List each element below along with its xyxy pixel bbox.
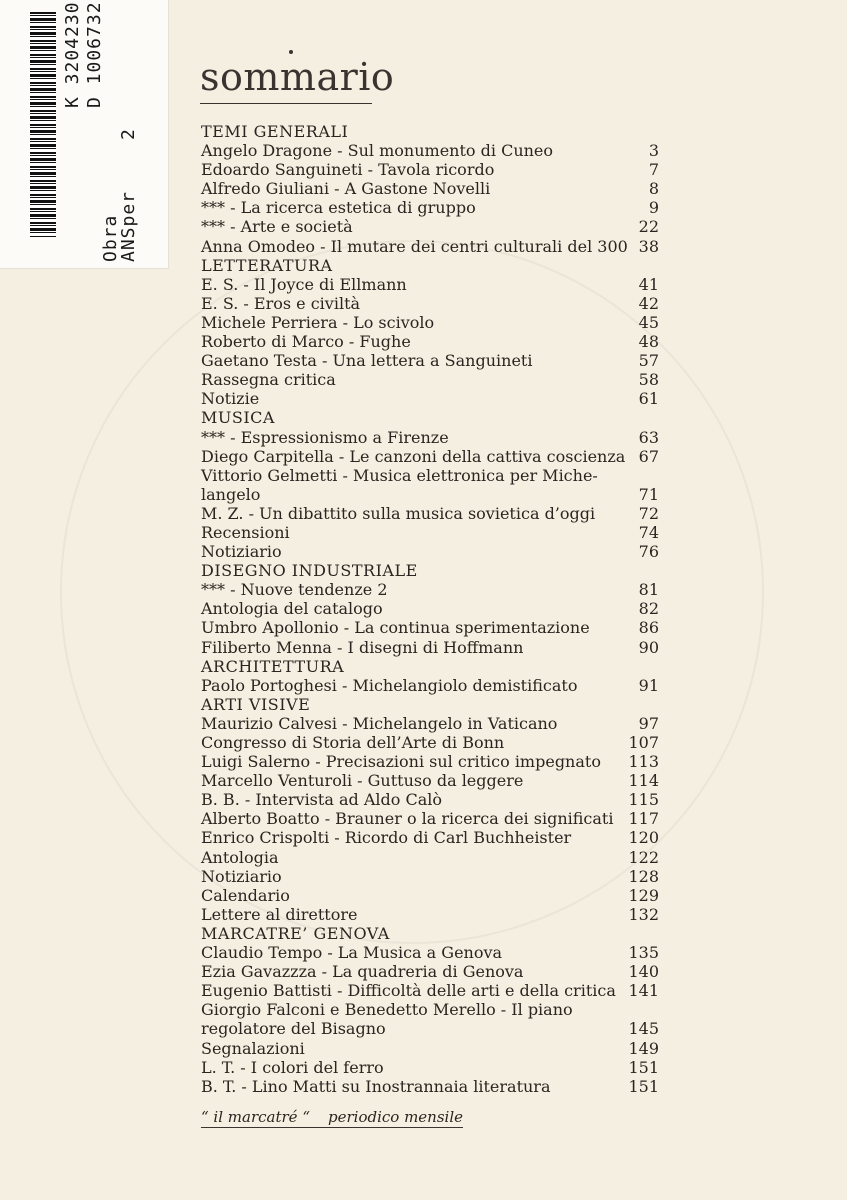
toc-entry-page: 67 [638,446,659,466]
toc-entry-title: Maurizio Calvesi - Michelangelo in Vaticano [201,713,558,733]
toc-entry-page: 72 [638,503,659,523]
toc-entry-title: Edoardo Sanguineti - Tavola ricordo [201,160,495,180]
toc-entry-title: Gaetano Testa - Una lettera a Sanguineti [201,351,533,371]
toc-entry-page: 9 [648,198,659,218]
footer-journal-name: “ il marcatré “ [201,1108,310,1126]
toc-entry-title: Recensioni [201,522,290,542]
toc-entry-title: *** - Espressionismo a Firenze [201,427,449,447]
toc-entry-page: 71 [638,484,659,504]
toc-entry-title: Diego Carpitella - Le canzoni della cattiva coscienza [201,446,626,466]
toc-entry-page: 107 [628,733,659,752]
section-heading-text: ARTI VISIVE [201,694,311,714]
toc-entry-title: Giorgio Falconi e Benedetto Merello - Il piano [201,1000,573,1020]
toc-entry-title: Luigi Salerno - Precisazioni sul critico impegnato [201,752,601,772]
table-of-contents [201,122,659,1096]
library-label [0,0,169,269]
toc-entry [201,599,659,618]
toc-entry-title: M. Z. - Un dibattito sulla musica sovietica d’oggi [201,503,596,523]
toc-entry-page: 114 [628,771,659,791]
toc-entry-page: 82 [638,599,659,619]
toc-entry-page: 3 [648,141,659,161]
toc-entry [201,676,659,695]
toc-entry [201,1000,659,1019]
toc-entry [201,179,659,198]
toc-entry [201,237,659,256]
toc-entry [201,313,659,332]
toc-entry-page: 117 [628,809,659,829]
toc-entry-page: 74 [638,522,659,542]
toc-entry-page: 141 [628,981,659,1001]
toc-entry [201,1039,659,1058]
toc-entry-title: L. T. - I colori del ferro [201,1057,384,1077]
toc-entry-page: 42 [638,293,659,313]
toc-entry-title: Segnalazioni [201,1038,305,1058]
toc-entry [201,275,659,294]
toc-entry-page: 38 [638,236,659,256]
toc-entry [201,867,659,886]
toc-entry-title: E. S. - Il Joyce di Ellmann [201,274,407,294]
label-number: 2 [118,128,139,140]
toc-entry [201,828,659,847]
section-heading [201,561,659,580]
section-heading [201,122,659,141]
toc-entry [201,198,659,217]
toc-entry [201,962,659,981]
toc-entry-title: Paolo Portoghesi - Michelangiolo demistificato [201,675,578,695]
toc-entry [201,351,659,370]
toc-entry [201,1058,659,1077]
toc-entry-title: E. S. - Eros e civiltà [201,293,361,313]
toc-entry-title: regolatore del Bisagno [201,1019,386,1039]
section-heading-text: DISEGNO INDUSTRIALE [201,561,418,581]
toc-entry-title: Ezia Gavazzza - La quadreria di Genova [201,962,524,982]
label-ansper: ANSper [118,190,139,262]
toc-entry [201,943,659,962]
section-heading-text: MUSICA [201,408,275,428]
toc-entry-title: Notiziario [201,542,282,562]
page-title: sommario [200,55,372,104]
toc-entry-title: Angelo Dragone - Sul monumento di Cuneo [201,141,554,161]
toc-entry [201,848,659,867]
toc-entry [201,809,659,828]
toc-entry [201,752,659,771]
toc-entry [201,389,659,408]
section-heading [201,408,659,427]
toc-entry-title: *** - Nuove tendenze 2 [201,580,388,600]
toc-entry-page: 48 [638,332,659,352]
toc-entry-page: 113 [628,752,659,772]
toc-entry [201,160,659,179]
toc-entry-page: 128 [628,866,659,886]
toc-entry-page: 8 [648,179,659,199]
toc-entry [201,1019,659,1038]
toc-entry-title: B. T. - Lino Matti su Inostrannaia literatura [201,1076,551,1096]
toc-entry-title: Rassegna critica [201,370,336,390]
toc-entry [201,523,659,542]
toc-entry-page: 41 [638,274,659,294]
toc-entry-page: 22 [638,217,659,237]
footer-subtitle: periodico mensile [328,1108,464,1126]
toc-entry [201,217,659,236]
toc-entry-page: 151 [628,1057,659,1077]
section-heading [201,695,659,714]
toc-entry-page: 135 [628,943,659,963]
toc-entry-title: *** - La ricerca estetica di gruppo [201,198,476,218]
toc-entry-page: 45 [638,312,659,332]
toc-entry [201,1077,659,1096]
toc-entry-page: 97 [638,713,659,733]
toc-entry-page: 90 [638,637,659,657]
toc-entry-page: 145 [628,1019,659,1039]
toc-entry-title: *** - Arte e società [201,217,353,237]
label-code-d: D 1006732 [84,1,105,108]
toc-entry-title: Anna Omodeo - Il mutare dei centri culturali del 300 [201,236,628,256]
toc-entry [201,141,659,160]
barcode [30,12,56,237]
toc-entry-page: 151 [628,1076,659,1096]
toc-entry-title: Antologia [201,847,279,867]
toc-entry-title: B. B. - Intervista ad Aldo Calò [201,790,442,810]
toc-entry-page: 149 [628,1038,659,1058]
section-heading-text: MARCATRE’ GENOVA [201,923,390,943]
toc-entry [201,504,659,523]
toc-entry [201,466,659,485]
toc-entry-page: 140 [628,962,659,982]
toc-entry [201,294,659,313]
toc-entry-page: 129 [628,885,659,905]
section-heading-text: ARCHITETTURA [201,656,345,676]
toc-entry-title: Antologia del catalogo [201,599,383,619]
toc-entry-page: 81 [638,580,659,600]
toc-entry-title: Calendario [201,885,290,905]
title-dot [289,50,293,54]
toc-entry [201,428,659,447]
toc-entry-title: Eugenio Battisti - Difficoltà delle arti e della critica [201,981,616,1001]
label-code-k: K 3204230 [62,1,83,108]
toc-entry-title: Marcello Venturoli - Guttuso da leggere [201,771,524,791]
toc-entry [201,905,659,924]
toc-entry [201,638,659,657]
toc-entry-title: langelo [201,484,261,504]
section-heading [201,256,659,275]
toc-entry-title: Michele Perriera - Lo scivolo [201,312,435,332]
toc-entry-page: 120 [628,828,659,848]
toc-entry [201,485,659,504]
toc-entry [201,370,659,389]
section-heading [201,924,659,943]
toc-entry [201,542,659,561]
toc-entry-page: 115 [628,790,659,810]
toc-entry [201,790,659,809]
toc-entry-page: 91 [638,675,659,695]
toc-entry-title: Claudio Tempo - La Musica a Genova [201,943,503,963]
section-heading-text: LETTERATURA [201,255,333,275]
toc-entry-title: Enrico Crispolti - Ricordo di Carl Buchheister [201,828,572,848]
toc-entry [201,771,659,790]
toc-entry-title: Alfredo Giuliani - A Gastone Novelli [201,179,491,199]
toc-entry-title: Roberto di Marco - Fughe [201,332,411,352]
toc-entry-page: 57 [638,351,659,371]
toc-entry-page: 132 [628,904,659,924]
toc-entry [201,981,659,1000]
toc-entry-page: 122 [628,847,659,867]
toc-entry-title: Lettere al direttore [201,904,358,924]
toc-entry-title: Congresso di Storia dell’Arte di Bonn [201,733,505,752]
toc-entry-page: 63 [638,427,659,447]
toc-entry-title: Notizie [201,389,260,409]
toc-entry-title: Alberto Boatto - Brauner o la ricerca dei significati [201,809,614,829]
footer-masthead [201,1108,463,1128]
toc-entry-page: 58 [638,370,659,390]
toc-entry [201,886,659,905]
section-heading [201,657,659,676]
toc-entry-title: Vittorio Gelmetti - Musica elettronica per Miche- [201,465,598,485]
toc-entry-page: 86 [638,618,659,638]
toc-entry [201,618,659,637]
toc-entry-page: 61 [638,389,659,409]
toc-entry [201,733,659,752]
toc-entry-title: Filiberto Menna - I disegni di Hoffmann [201,637,524,657]
toc-entry-title: Umbro Apollonio - La continua sperimentazione [201,618,590,638]
label-obra: Obra [100,214,121,262]
toc-entry-page: 76 [638,542,659,562]
toc-entry-page: 7 [648,160,659,180]
toc-entry [201,580,659,599]
toc-entry [201,447,659,466]
toc-entry [201,332,659,351]
toc-entry [201,714,659,733]
section-heading-text: TEMI GENERALI [201,122,349,141]
toc-entry-title: Notiziario [201,866,282,886]
